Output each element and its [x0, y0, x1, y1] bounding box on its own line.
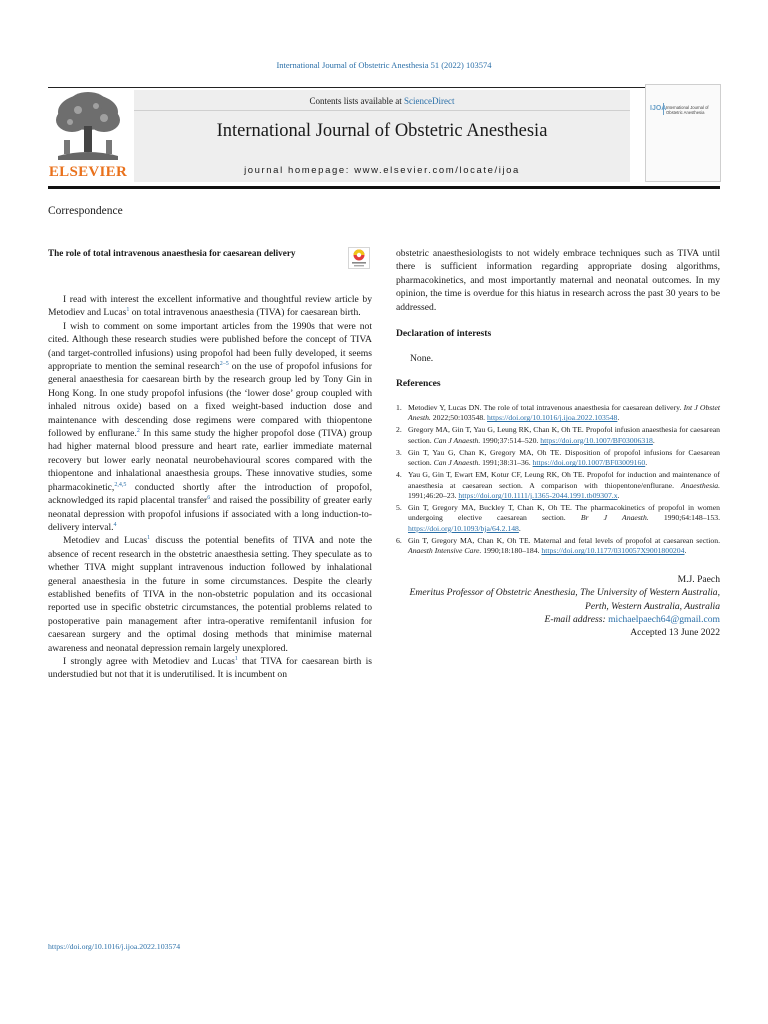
citation-link[interactable]: 1 [234, 655, 238, 662]
left-body-text [48, 293, 372, 682]
reference-item [396, 448, 720, 469]
contents-prefix: Contents lists available at [309, 96, 404, 106]
paragraph-text: and raised the possibility of greater early neonatal depression with propofol infusions if associated with a long induction-to-delivery interval. [48, 495, 372, 533]
cover-logo: IJOA [650, 105, 667, 112]
reference-number: 4. [396, 470, 402, 480]
citation-link[interactable]: 1 [147, 535, 151, 542]
reference-journal: Int J Obstet Anesth. [408, 403, 720, 423]
reference-text: Gin T, Gregory MA, Buckley T, Chan K, Oh TE. The pharmacokinetics of propofol in women undergoing elective caesarean section. [408, 503, 720, 523]
article-doi-link[interactable]: https://doi.org/10.1016/j.ijoa.2022.103574 [48, 942, 181, 951]
reference-journal: Anaesthesia. [680, 480, 720, 490]
reference-doi-link[interactable]: https://doi.org/10.1093/bja/64.2.148 [408, 523, 519, 533]
paragraph-text: I read with interest the excellent informative and thoughtful review article by Metodiev and Lucas [48, 294, 372, 319]
reference-item [396, 536, 720, 557]
publisher-name: ELSEVIER [48, 164, 128, 180]
paragraph-text: on the use of propofol infusions for general anaesthesia for caesarean birth by the research group led by Tony Gin in Hong Kong. In one study propofol infusions (the ‘lower dose’ group coupled with inhaled nitrous oxide) based on a fixed weight-based induction dose and maintenance with descending dose regimens were compared with thiopentone followed by enflurane. [48, 361, 372, 440]
declaration-text: None. [410, 353, 434, 365]
check-for-updates-button[interactable] [348, 247, 370, 269]
reference-number: 2. [396, 425, 402, 435]
reference-journal: Br J Anaesth. [580, 513, 649, 523]
contents-line [134, 96, 630, 106]
declaration-heading: Declaration of interests [396, 328, 492, 340]
reference-doi-link[interactable]: https://doi.org/10.1007/BF03009160 [532, 458, 646, 468]
author-name: M.J. Paech [677, 573, 720, 585]
paragraph-text: that TIVA for caesarean birth is understudied but not that it is underutilised. It is incumbent on [48, 655, 372, 681]
journal-homepage[interactable]: journal homepage: www.elsevier.com/locate/ijoa [244, 165, 520, 176]
reference-doi-link[interactable]: https://doi.org/10.1111/j.1365-2044.1991.tb09307.x [458, 491, 618, 501]
reference-item [396, 403, 720, 424]
author-affiliation: Emeritus Professor of Obstetric Anesthesia, The University of Western Australia, Perth, Western Australia, Australia [409, 587, 720, 612]
reference-item [396, 470, 720, 501]
reference-number: 5. [396, 503, 402, 513]
reference-details: 1991;46:20–23. [408, 491, 459, 501]
cover-title: International Journal of Obstetric Anesthesia [666, 105, 709, 115]
reference-doi-link[interactable]: https://doi.org/10.1007/BF03006318 [540, 435, 653, 445]
email-label: E-mail address: [544, 613, 609, 625]
reference-end: . [645, 458, 648, 468]
banner-divider [134, 110, 630, 111]
article-title: The role of total intravenous anaesthesia for caesarean delivery [48, 248, 296, 258]
citation-link[interactable]: 2,4,5 [114, 481, 127, 488]
body-paragraph [48, 293, 372, 320]
citation-link[interactable]: 1 [126, 307, 130, 314]
body-paragraph [48, 655, 372, 682]
reference-text: Gin T, Yau G, Chan K, Gregory MA, Oh TE. Disposition of propofol infusions for Caesarean section. [408, 447, 720, 468]
reference-end: . [684, 546, 687, 556]
reference-list [396, 403, 720, 557]
journal-cover-thumbnail[interactable] [645, 84, 721, 182]
paragraph-text: I strongly agree with Metodiev and Lucas [63, 655, 235, 667]
author-signoff [396, 573, 720, 640]
reference-journal: Can J Anaesth. [433, 458, 481, 468]
body-paragraph [48, 534, 372, 655]
reference-doi-link[interactable]: https://doi.org/10.1177/0310057X9001800204 [541, 546, 685, 556]
sciencedirect-link[interactable]: ScienceDirect [404, 96, 455, 106]
reference-journal: Anaesth Intensive Care. [408, 546, 482, 556]
reference-item [396, 425, 720, 446]
reference-end: . [652, 435, 655, 445]
citation-link[interactable]: 6 [207, 494, 211, 501]
section-label: Correspondence [48, 205, 123, 217]
masthead-top-rule [48, 87, 720, 88]
paragraph-text: In this same study the higher propofol dose (TIVA) group had higher maternal blood pressure and heart rate, earlier immediate maternal recovery but lower early neonatal neurobehavioural scores compared with the thiopentone and inhalational anaesthesia groups. These innovative studies, some pharmacokinetic, [48, 428, 372, 493]
reference-details: 1990;37:514–520. [480, 435, 541, 445]
reference-journal: Can J Anaesth. [433, 435, 481, 445]
citation-link[interactable]: 4 [113, 521, 117, 528]
reference-item [396, 503, 720, 534]
reference-number: 1. [396, 403, 402, 413]
accepted-date: Accepted 13 June 2022 [630, 627, 720, 639]
reference-details: 1990;64:148–153. [648, 513, 720, 523]
body-paragraph-continued: obstetric anaesthesiologists to not widely embrace techniques such as TIVA until there is sufficient information regarding appropriate dosing algorithms, pharmacokinetics, and most importantly maternal and neonatal outcomes. In my opinion, the time is overdue for this hiatus in research across the past 30 years to be addressed. [396, 248, 720, 313]
citation-link[interactable]: 2 [136, 427, 140, 434]
paragraph-text: on total intravenous anaesthesia (TIVA) for caesarean birth. [129, 307, 361, 319]
reference-number: 6. [396, 535, 402, 545]
paragraph-text: Metodiev and Lucas [63, 535, 148, 547]
reference-details: 1991;38:31–36. [480, 458, 533, 468]
reference-text: Metodiev Y, Lucas DN. The role of total intravenous anaesthesia for caesarean delivery. [408, 403, 684, 413]
paragraph-text: I wish to comment on some important articles from the 1990s that were not cited. Although these research studies were published before the concept of TIVA (and target-controlled infusions) using propofol had been fully developed, it seems appropriate to mention the seminal research [48, 320, 372, 373]
journal-title: International Journal of Obstetric Anesthesia [216, 121, 548, 141]
reference-text: Yau G, Gin T, Ewart EM, Kotur CF, Leung RK, Oh TE. Propofol for induction and maintenance of anaesthesia at caesarean section. A comparison with thiopentone/enflurane. [408, 470, 720, 490]
journal-citation[interactable]: International Journal of Obstetric Anesthesia 51 (2022) 103574 [276, 60, 492, 70]
reference-doi-link[interactable]: https://doi.org/10.1016/j.ijoa.2022.103548 [487, 413, 618, 423]
body-paragraph [48, 320, 372, 535]
paragraph-text: conducted shortly after the introduction of propofol, acknowledged its rapid placental transfer [48, 481, 372, 507]
reference-text: Gin T, Gregory MA, Chan K, Oh TE. Maternal and fetal levels of propofol at caesarean section. [408, 535, 720, 545]
reference-end: . [518, 523, 521, 533]
masthead-bottom-rule [48, 186, 720, 189]
citation-link[interactable]: 2–5 [219, 360, 229, 367]
paragraph-text: discuss the potential benefits of TIVA and note the absence of recent research in the obstetric anaesthesia setting. They speculate as to whether TIVA might supplant intravenous induction followed by inhalational general anaesthesia in the future in some circumstances. Despite the clearly established benefits of TIVA in the non-obstetric population and its occasional reported use in specific obstetric circumstances, the potential problems related to postoperative pain management after intra-operative remifentanil infusion for caesarean surgery and the optimal dosing methods that minimise maternal awareness and neonatal depression remain largely unexplored. [48, 535, 373, 654]
crossmark-icon [348, 247, 370, 269]
reference-text: Gregory MA, Gin T, Yau G, Leung RK, Chan K, Oh TE. Propofol infusion anaesthesia for caesarean section. [408, 425, 720, 445]
reference-number: 3. [396, 447, 402, 457]
reference-details: 2022;50:103548. [430, 413, 488, 423]
left-column [48, 247, 372, 682]
reference-details: 1990;18:180–184. [481, 546, 542, 556]
author-email-link[interactable]: michaelpaech64@gmail.com [608, 613, 720, 625]
references-heading: References [396, 378, 441, 390]
reference-end: . [617, 491, 620, 501]
right-column [396, 247, 720, 640]
reference-end: . [617, 413, 620, 423]
author-email-line [396, 613, 720, 626]
tree-icon [48, 90, 128, 162]
